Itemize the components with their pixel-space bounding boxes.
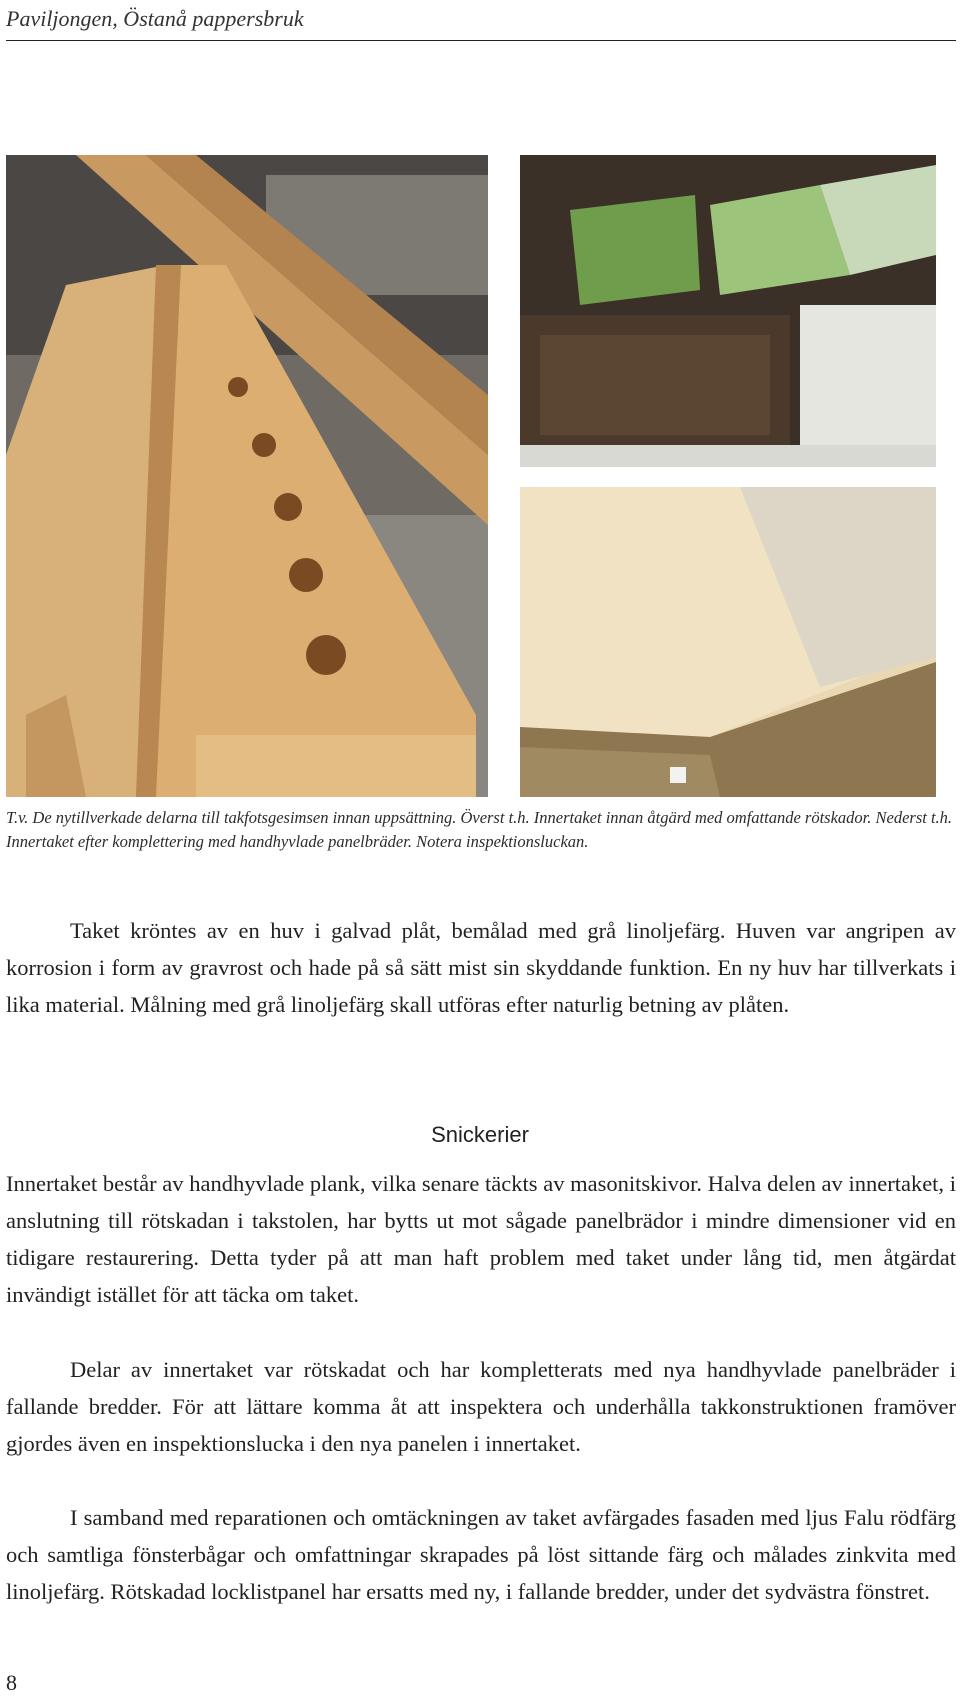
body-paragraph-2: Delar av innertaket var rötskadat och har kompletterats med nya handhyvlade panelbräder i fallande bredder. För att lättare komma åt att inspektera och underhålla takkonstruktionen framöver gjordes även en inspektionslucka i den nya panelen i innertaket.: [6, 1357, 956, 1456]
section-heading: Snickerier: [431, 1122, 529, 1147]
header-rule: [6, 40, 956, 41]
body-paragraph-1: Innertaket består av handhyvlade plank, vilka senare täckts av masonitskivor. Halva delen av innertaket, i anslutning till rötskadan i takstolen, har bytts ut mot sågade panelbrädor i mindre dimensioner vid en tidigare restaurering. Detta tyder på att man haft problem med taket under lång tid, men åtgärdat invändigt istället för att täcka om taket.: [6, 1171, 956, 1307]
figure-caption: T.v. De nytillverkade delarna till takfotsgesimsen innan uppsättning. Överst t.h. Innertaket innan åtgärd med omfattande rötskador. Nederst t.h. Innertaket efter komplettering med handhyvlade panelbräder. Notera inspektionsluckan.: [6, 808, 953, 851]
intro-paragraph: Taket kröntes av en huv i galvad plåt, bemålad med grå linoljefärg. Huven var angripen av korrosion i form av gravrost och hade på så sätt mist sin skyddande funktion. En ny huv har tillverkats i lika material. Målning med grå linoljefärg skall utföras efter naturlig betning av plåten.: [6, 918, 956, 1017]
photo-cornice-parts: [6, 155, 488, 797]
page-number: 8: [6, 1670, 17, 1695]
photo-ceiling-before: [520, 155, 936, 467]
photo-ceiling-after: [520, 487, 936, 797]
running-title: Paviljongen, Östanå pappersbruk: [6, 6, 304, 31]
body-paragraph-3: I samband med reparationen och omtäckningen av taket avfärgades fasaden med ljus Falu rödfärg och samtliga fönsterbågar och omfattningar skrapades på löst sittande färg och målades zinkvita med linoljefärg. Rötskadad locklistpanel har ersatts med ny, i fallande bredder, under det sydvästra fönstret.: [6, 1505, 956, 1604]
